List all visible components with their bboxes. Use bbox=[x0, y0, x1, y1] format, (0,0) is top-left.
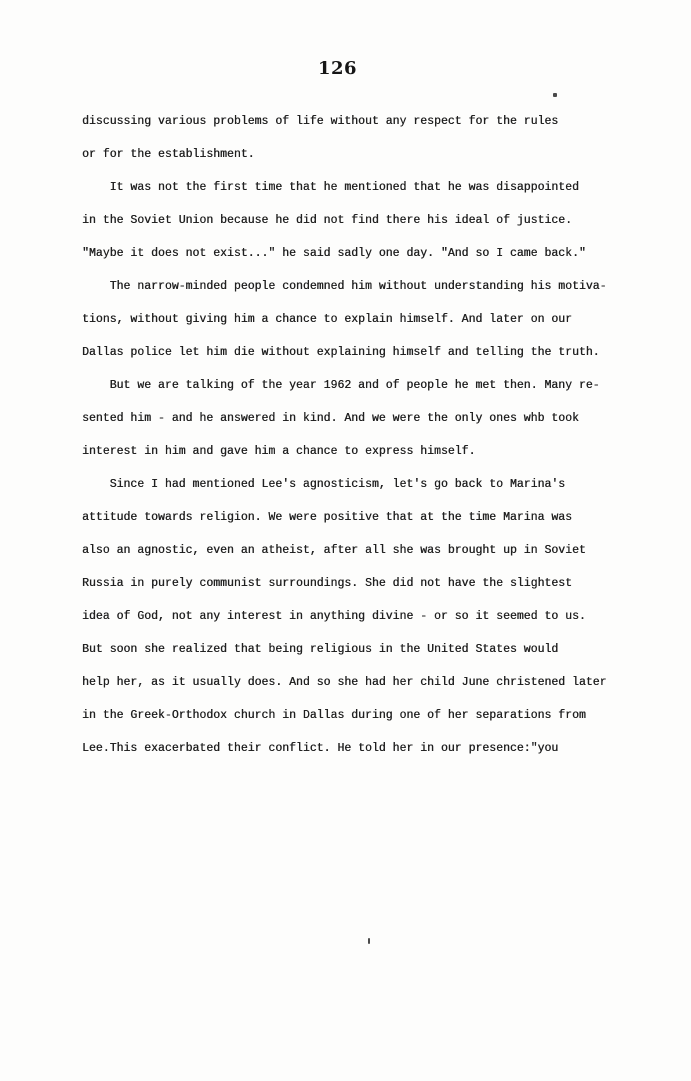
text-line: sented him - and he answered in kind. And we were the only ones whb took bbox=[82, 412, 579, 425]
ink-speck bbox=[368, 938, 370, 944]
text-line: in the Soviet Union because he did not find there his ideal of justice. bbox=[82, 214, 572, 227]
text-line: also an agnostic, even an atheist, after all she was brought up in Soviet bbox=[82, 544, 586, 557]
text-line: discussing various problems of life without any respect for the rules bbox=[82, 115, 559, 128]
text-line: attitude towards religion. We were positive that at the time Marina was bbox=[82, 511, 572, 524]
text-line: idea of God, not any interest in anything divine - or so it seemed to us. bbox=[82, 610, 586, 623]
page-number: 126 bbox=[317, 58, 358, 79]
text-line: Lee.This exacerbated their conflict. He told her in our presence:"you bbox=[82, 742, 559, 755]
text-line: It was not the first time that he mentioned that he was disappointed bbox=[82, 181, 579, 194]
text-line: Since I had mentioned Lee's agnosticism, let's go back to Marina's bbox=[82, 478, 566, 491]
text-line: interest in him and gave him a chance to express himself. bbox=[82, 445, 476, 458]
text-line: The narrow-minded people condemned him without understanding his motiva- bbox=[82, 280, 607, 293]
text-line: or for the establishment. bbox=[82, 148, 255, 161]
text-line: tions, without giving him a chance to explain himself. And later on our bbox=[82, 313, 572, 326]
text-line: help her, as it usually does. And so she had her child June christened later bbox=[82, 676, 607, 689]
text-line: "Maybe it does not exist..." he said sadly one day. "And so I came back." bbox=[82, 247, 586, 260]
text-line: But soon she realized that being religious in the United States would bbox=[82, 643, 559, 656]
text-line: Dallas police let him die without explaining himself and telling the truth. bbox=[82, 346, 600, 359]
text-line: But we are talking of the year 1962 and of people he met then. Many re- bbox=[82, 379, 600, 392]
typed-text-block bbox=[82, 105, 642, 765]
text-line: Russia in purely communist surroundings. She did not have the slightest bbox=[82, 577, 572, 590]
ink-speck bbox=[553, 93, 557, 97]
text-line: in the Greek-Orthodox church in Dallas during one of her separations from bbox=[82, 709, 586, 722]
